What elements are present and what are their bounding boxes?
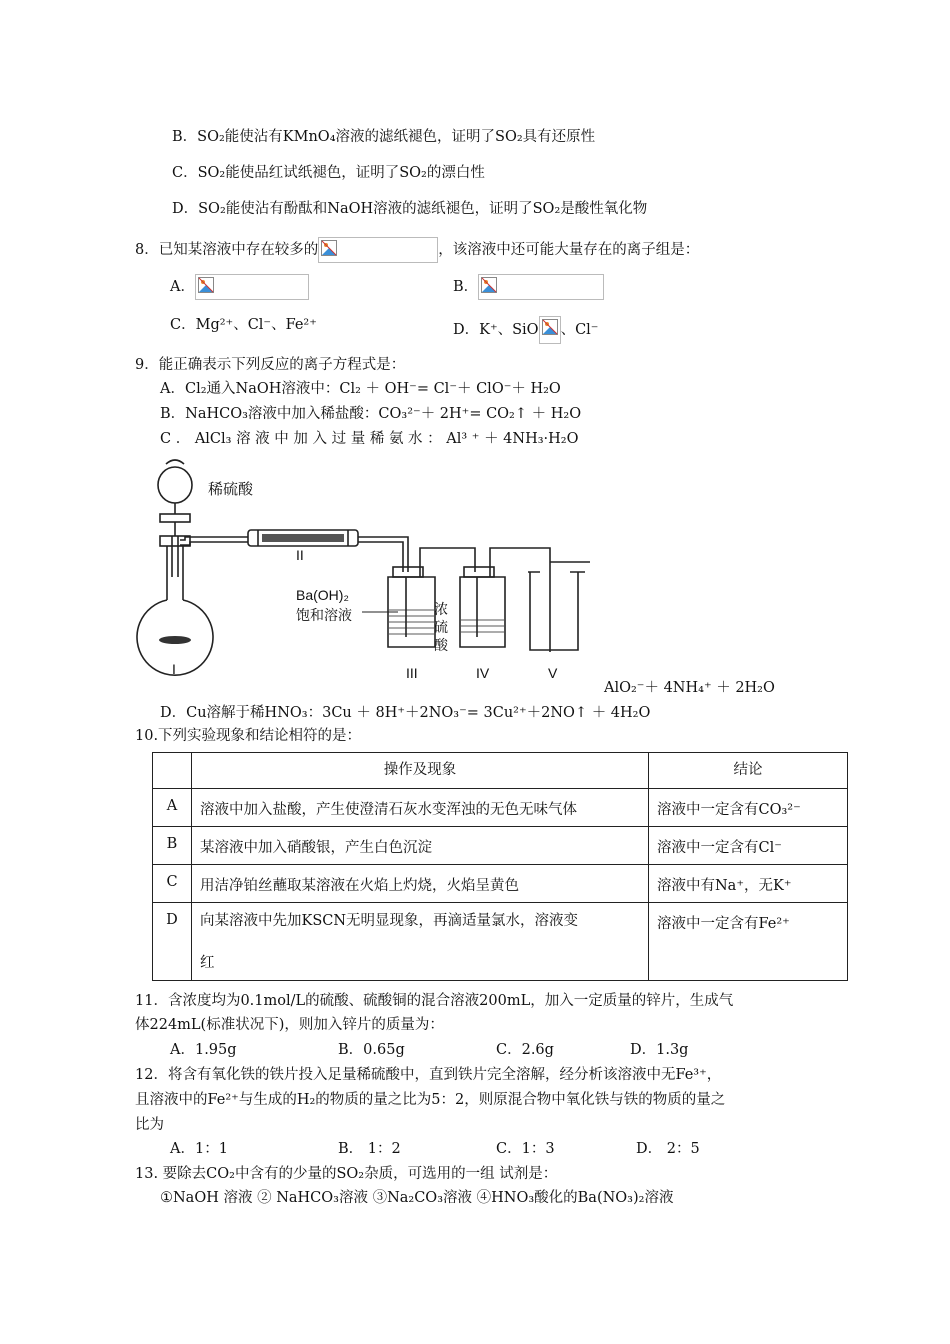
q7-option-d: D．SO₂能使沾有酚酞和NaOH溶液的滤纸褪色，证明了SO₂是酸性氧化物 — [172, 201, 648, 217]
q12-line2: 且溶液中的Fe²⁺与生成的H₂的物质的量之比为5：2，则原混合物中氧化铁与铁的物质的量之 — [135, 1092, 726, 1108]
label-conc-3: 酸 — [434, 637, 448, 653]
q9-option-c: C ． AlCl₃ 溶 液 中 加 入 过 量 稀 氨 水 ： Al³ ⁺ ＋ 4NH₃·H₂O — [160, 431, 579, 447]
q11-line2: 体224mL(标准状况下)，则加入锌片的质量为： — [135, 1017, 444, 1033]
label-iii: III — [406, 665, 418, 681]
q8-stem-text-a: 8．已知某溶液中存在较多的 — [135, 242, 319, 258]
apparatus-figure — [130, 452, 600, 684]
label-conc-1: 浓 — [434, 601, 448, 617]
table-cell-operation-line1: 向某溶液中先加KSCN无明显现象，再滴适量氯水，溶液变 — [200, 913, 579, 929]
table-cell-operation — [192, 903, 649, 981]
table-row — [153, 865, 848, 903]
broken-image-ion-4 — [539, 316, 561, 344]
table-cell-key: B — [153, 827, 192, 865]
q11-line1: 11．含浓度均为0.1mol/L的硫酸、硫酸铜的混合溶液200mL，加入一定质量的锌片，生成气 — [135, 993, 734, 1009]
q8-option-a — [170, 274, 309, 300]
q12-option-c: C．1：3 — [496, 1141, 555, 1157]
q9-option-b: B．NaHCO₃溶液中加入稀盐酸：CO₃²⁻＋ 2H⁺= CO₂↑ ＋ H₂O — [160, 406, 582, 422]
table-row — [153, 789, 848, 827]
label-v: V — [548, 665, 558, 681]
broken-image-ion-3 — [478, 274, 604, 300]
table-cell-key: A — [153, 789, 192, 827]
table-cell-key: C — [153, 865, 192, 903]
q12-line3: 比为 — [135, 1117, 164, 1133]
table-row — [153, 903, 848, 981]
q8-option-c: C．Mg²⁺、Cl⁻、Fe²⁺ — [170, 317, 317, 333]
q11-option-c: C．2.6g — [496, 1042, 554, 1058]
table-cell-operation: 用洁净铂丝蘸取某溶液在火焰上灼烧，火焰呈黄色 — [192, 865, 649, 903]
q12-line1: 12．将含有氧化铁的铁片投入足量稀硫酸中，直到铁片完全溶解，经分析该溶液中无Fe³⁺， — [135, 1067, 722, 1083]
table-cell-conclusion: 溶液中一定含有Cl⁻ — [649, 827, 848, 865]
q8-option-d — [453, 316, 598, 344]
table-cell-conclusion: 溶液中一定含有CO₃²⁻ — [649, 789, 848, 827]
broken-image-icon — [198, 277, 214, 293]
q8-option-b — [453, 274, 604, 300]
table-header-key — [153, 753, 192, 789]
table-cell-operation-line2: 红 — [200, 955, 215, 971]
table-header-operation: 操作及现象 — [192, 753, 649, 789]
label-iv: IV — [476, 665, 490, 681]
q8-option-a-label: A． — [170, 279, 195, 295]
broken-image-icon — [321, 240, 337, 256]
broken-image-ion-2 — [195, 274, 309, 300]
q8-stem-text-b: ，该溶液中还可能大量存在的离子组是： — [438, 242, 700, 258]
q12-option-b: B． 1：2 — [338, 1141, 401, 1157]
q9-stem: 9．能正确表示下列反应的离子方程式是： — [135, 357, 406, 373]
broken-image-icon — [542, 319, 558, 335]
label-conc-2: 硫 — [434, 619, 448, 635]
q11-option-d: D．1.3g — [630, 1042, 689, 1058]
q11-option-a: A．1.95g — [170, 1042, 237, 1058]
table-header-row — [153, 753, 848, 789]
label-i: I — [172, 661, 176, 677]
table-cell-key: D — [153, 903, 192, 981]
q12-option-d: D． 2：5 — [636, 1141, 700, 1157]
q12-option-a: A．1：1 — [170, 1141, 228, 1157]
q9-option-d: D．Cu溶解于稀HNO₃：3Cu ＋ 8H⁺＋2NO₃⁻= 3Cu²⁺＋2NO↑ ＋ 4H₂O — [160, 705, 651, 721]
q8-option-b-label: B． — [453, 279, 479, 295]
label-saturated-solution: 饱和溶液 — [296, 607, 352, 623]
q10-stem: 10.下列实验现象和结论相符的是： — [135, 728, 362, 744]
broken-image-ion-1 — [318, 237, 438, 263]
table-cell-conclusion: 溶液中一定含有Fe²⁺ — [649, 903, 848, 981]
q7-option-b: B．SO₂能使沾有KMnO₄溶液的滤纸褪色，证明了SO₂具有还原性 — [172, 129, 596, 145]
label-ii: II — [296, 547, 304, 563]
q9-option-c-continued: AlO₂⁻＋ 4NH₄⁺ ＋ 2H₂O — [604, 680, 775, 696]
q8-option-d-label: D．K⁺、SiO — [453, 322, 539, 338]
q10-table — [152, 752, 848, 981]
q13-stem: 13. 要除去CO₂中含有的少量的SO₂杂质，可选用的一组 试剂是： — [135, 1166, 558, 1182]
table-cell-conclusion: 溶液中有Na⁺，无K⁺ — [649, 865, 848, 903]
q8-stem — [135, 237, 699, 263]
q9-option-a: A．Cl₂通入NaOH溶液中：Cl₂ ＋ OH⁻= Cl⁻＋ ClO⁻＋ H₂O — [160, 381, 561, 397]
table-cell-operation: 某溶液中加入硝酸银，产生白色沉淀 — [192, 827, 649, 865]
table-header-conclusion: 结论 — [649, 753, 848, 789]
broken-image-icon — [481, 277, 497, 293]
table-cell-operation: 溶液中加入盐酸，产生使澄清石灰水变浑浊的无色无味气体 — [192, 789, 649, 827]
table-row — [153, 827, 848, 865]
label-baoh2: Ba(OH)₂ — [296, 587, 349, 603]
q11-option-b: B．0.65g — [338, 1042, 405, 1058]
label-dilute-sulfuric-acid: 稀硫酸 — [208, 481, 254, 498]
q8-option-d-tail: 、Cl⁻ — [560, 322, 599, 338]
q7-option-c: C．SO₂能使品红试纸褪色，证明了SO₂的漂白性 — [172, 165, 485, 181]
q13-options: ①NaOH 溶液 ② NaHCO₃溶液 ③Na₂CO₃溶液 ④HNO₃酸化的Ba(NO₃)₂溶液 — [160, 1190, 674, 1206]
